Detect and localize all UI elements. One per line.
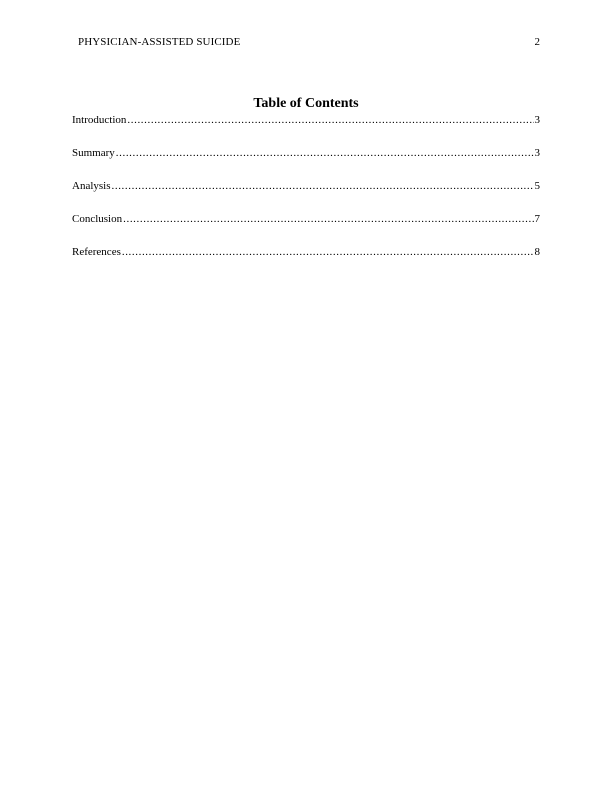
- toc-entry-label: Conclusion: [72, 213, 123, 225]
- toc-entry-introduction[interactable]: [72, 114, 540, 147]
- dot-leader: [122, 246, 534, 258]
- toc-entry-label: Analysis: [72, 180, 111, 192]
- toc-list: [72, 114, 540, 279]
- toc-entry-conclusion[interactable]: [72, 213, 540, 246]
- toc-entry-page: 5: [534, 180, 540, 192]
- dot-leader: [123, 213, 533, 225]
- toc-entry-analysis[interactable]: [72, 180, 540, 213]
- dot-leader: [116, 147, 534, 159]
- dot-leader: [127, 114, 533, 126]
- toc-entry-references[interactable]: [72, 246, 540, 279]
- dot-leader: [112, 180, 534, 192]
- toc-entry-label: Introduction: [72, 114, 127, 126]
- page-number: 2: [534, 36, 540, 48]
- toc-entry-summary[interactable]: [72, 147, 540, 180]
- toc-entry-page: 3: [534, 147, 540, 159]
- toc-entry-page: 8: [534, 246, 540, 258]
- toc-title: Table of Contents: [253, 96, 359, 111]
- toc-entry-label: Summary: [72, 147, 115, 159]
- toc-entry-label: References: [72, 246, 121, 258]
- running-head: PHYSICIAN-ASSISTED SUICIDE: [78, 36, 241, 48]
- toc-entry-page: 7: [534, 213, 540, 225]
- toc-entry-page: 3: [534, 114, 540, 126]
